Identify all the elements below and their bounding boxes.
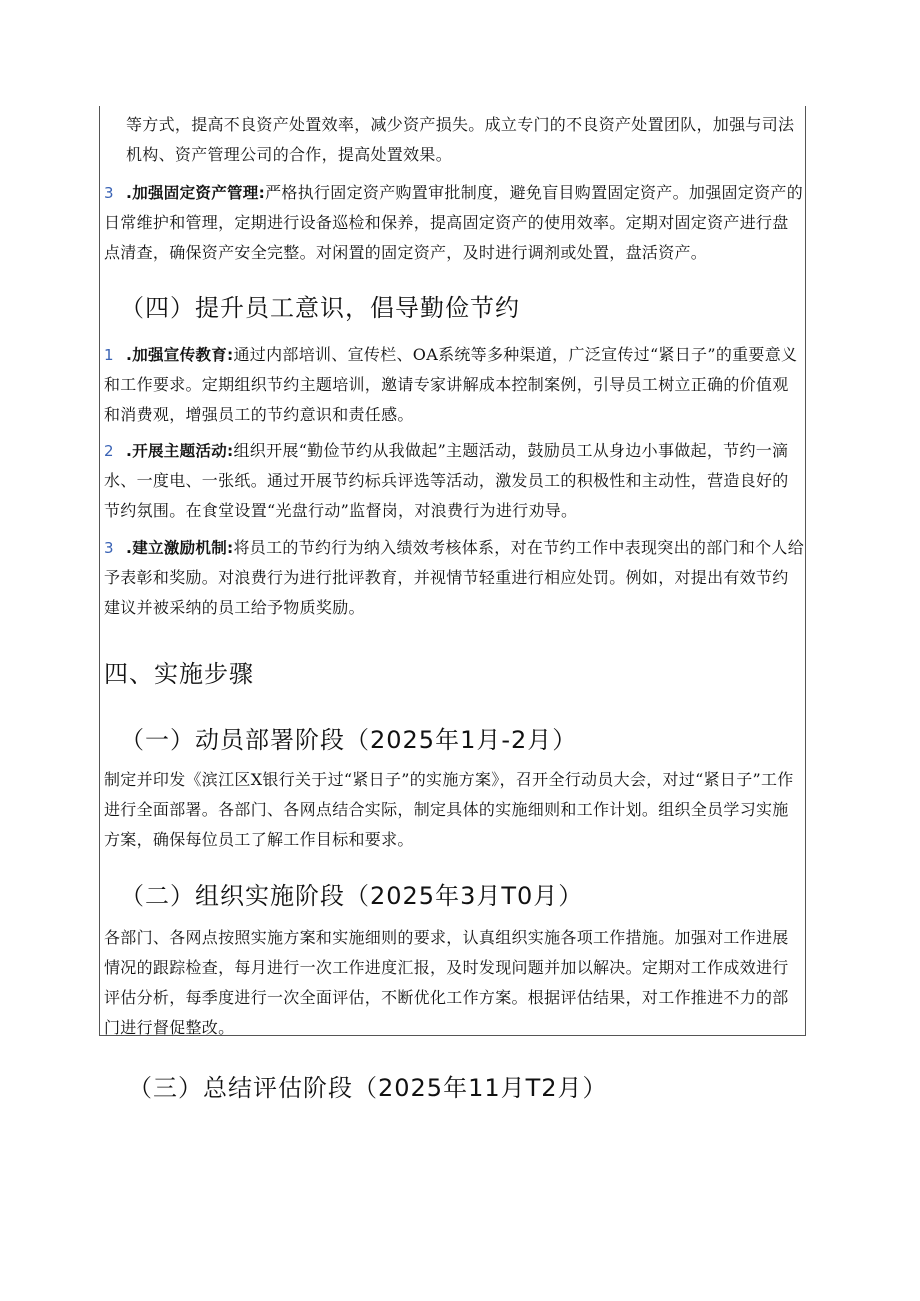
chapter-heading: 四、实施步骤 [104, 660, 254, 688]
item-number: 1 [104, 346, 114, 364]
item-number: 2 [104, 442, 114, 460]
phase3-heading: （三）总结评估阶段（2025年11月T2月） [128, 1074, 608, 1102]
section4-item-3 [104, 533, 804, 623]
item-body: 通过内部培训、宣传栏、OA系统等多种渠道，广泛宣传过“紧日子”的重要意义和工作要求。定期组织节约主题培训，邀请专家讲解成本控制案例，引导员工树立正确的价值观和消费观，增强员工的节约意识和责任感。 [104, 345, 798, 424]
item-number: 3 [104, 184, 114, 202]
item-number: 3 [104, 539, 114, 557]
item-lead: .开展主题活动: [126, 442, 234, 460]
section4-item-1 [104, 340, 804, 430]
intro-paragraph [104, 110, 804, 170]
item-body: 将员工的节约行为纳入绩效考核体系，对在节约工作中表现突出的部门和个人给予表彰和奖励。对浪费行为进行批评教育，并视情节轻重进行相应处罚。例如，对提出有效节约建议并被采纳的员工给予物质奖励。 [104, 538, 805, 617]
intro-text: 等方式，提高不良资产处置效率，减少资产损失。成立专门的不良资产处置团队，加强与司法机构、资产管理公司的合作，提高处置效果。 [126, 115, 795, 164]
item-fixed-assets [104, 178, 804, 268]
phase1-body: 制定并印发《滨江区X银行关于过“紧日子”的实施方案》，召开全行动员大会，对过“紧日子”工作进行全面部署。各部门、各网点结合实际，制定具体的实施细则和工作计划。组织全员学习实施方案，确保每位员工了解工作目标和要求。 [104, 770, 794, 849]
item-lead: .加强宣传教育: [126, 346, 234, 364]
section4-item-2 [104, 436, 804, 526]
phase2-body: 各部门、各网点按照实施方案和实施细则的要求，认真组织实施各项工作措施。加强对工作进展情况的跟踪检查，每月进行一次工作进度汇报，及时发现问题并加以解决。定期对工作成效进行评估分析，每季度进行一次全面评估，不断优化工作方案。根据评估结果，对工作推进不力的部门进行督促整改。 [104, 928, 789, 1037]
item-body: 组织开展“勤俭节约从我做起”主题活动，鼓励员工从身边小事做起，节约一滴水、一度电、一张纸。通过开展节约标兵评选等活动，激发员工的积极性和主动性，营造良好的节约氛围。在食堂设置“光盘行动”监督岗，对浪费行为进行劝导。 [104, 441, 789, 520]
phase2-heading: （二）组织实施阶段（2025年3月T0月） [120, 882, 584, 910]
item-lead: .加强固定资产管理: [126, 184, 266, 202]
item-body: 严格执行固定资产购置审批制度，避免盲目购置固定资产。加强固定资产的日常维护和管理，定期进行设备巡检和保养，提高固定资产的使用效率。定期对固定资产进行盘点清查，确保资产安全完整。对闲置的固定资产，及时进行调剂或处置，盘活资产。 [104, 183, 803, 262]
phase1-heading: （一）动员部署阶段（2025年1月-2月） [120, 726, 578, 754]
item-lead: .建立激励机制: [126, 539, 234, 557]
section4-heading: （四）提升员工意识，倡导勤俭节约 [120, 294, 520, 322]
